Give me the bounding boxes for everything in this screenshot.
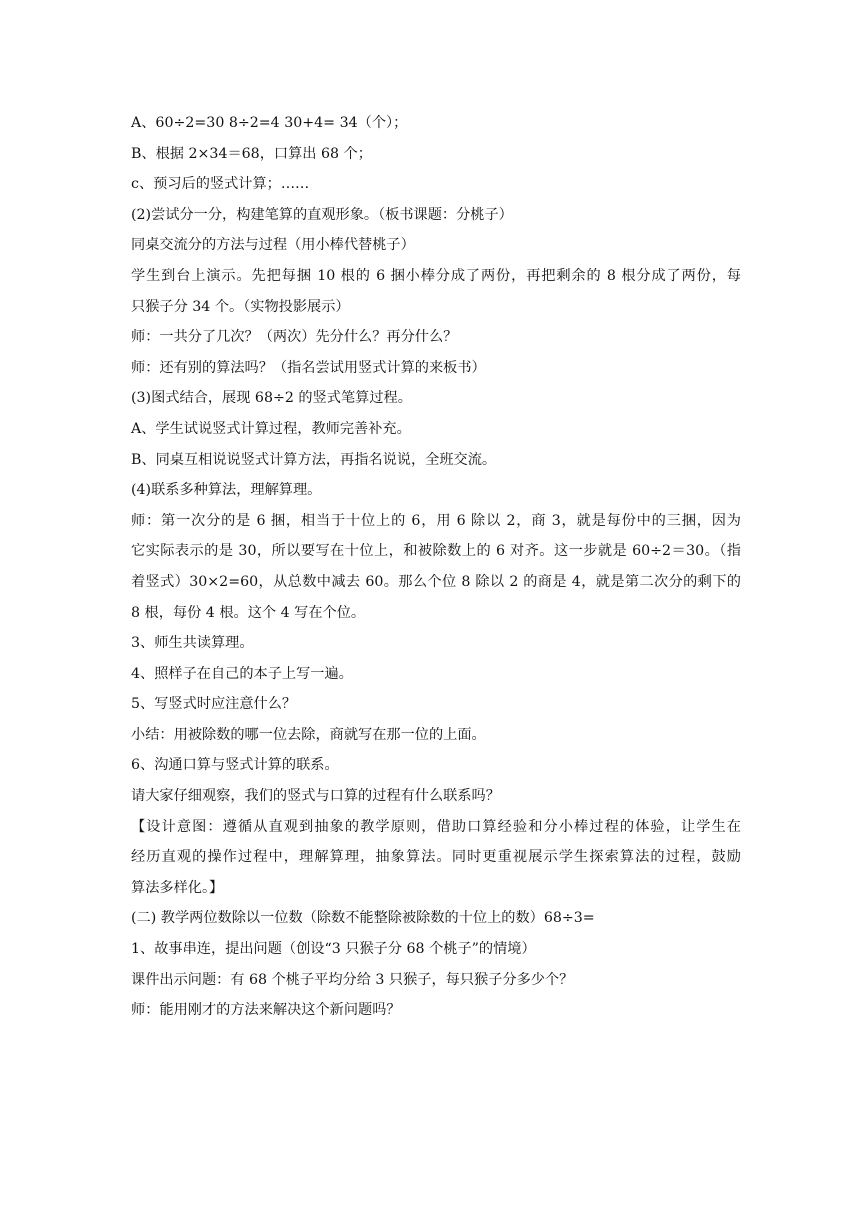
text-line-15: 它实际表示的是 30，所以要写在十位上，和被除数上的 6 对齐。这一步就是 60÷2＝30。（指 — [131, 543, 741, 560]
text-line-13: (4)联系多种算法，理解算理。 — [131, 482, 322, 499]
text-line-19: 4、照样子在自己的本子上写一遍。 — [131, 665, 353, 682]
text-line-18: 3、师生共读算理。 — [131, 635, 254, 652]
text-line-3: c、预习后的竖式计算；…… — [131, 176, 310, 193]
text-line-27: (二) 教学两位数除以一位数（除数不能整除被除数的十位上的数）68÷3= — [131, 910, 595, 927]
text-line-26: 算法多样化。】 — [131, 879, 224, 896]
text-line-25: 经历直观的操作过程中，理解算理，抽象算法。同时更重视展示学生探索算法的过程，鼓励 — [131, 849, 741, 866]
text-line-4: (2)尝试分一分，构建笔算的直观形象。（板书课题：分桃子） — [131, 206, 513, 223]
text-line-20: 5、写竖式时应注意什么？ — [131, 696, 297, 713]
text-line-1: A、60÷2=30 8÷2=4 30+4= 34（个）； — [131, 115, 408, 131]
text-line-24: 【设计意图：遵循从直观到抽象的教学原则，借助口算经验和分小棒过程的体验，让学生在 — [131, 818, 741, 835]
text-line-12: B、同桌互相说说竖式计算方法，再指名说说，全班交流。 — [131, 451, 497, 468]
text-line-29: 课件出示问题：有 68 个桃子平均分给 3 只猴子，每只猴子分多少个？ — [131, 971, 574, 988]
text-line-16: 着竖式）30×2=60，从总数中减去 60。那么个位 8 除以 2 的商是 4，就是第二次分的剩下的 — [131, 573, 741, 590]
text-line-9: 师：还有别的算法吗？（指名尝试用竖式计算的来板书） — [131, 359, 486, 376]
text-line-17: 8 根，每份 4 根。这个 4 写在个位。 — [131, 604, 366, 621]
text-line-23: 请大家仔细观察，我们的竖式与口算的过程有什么联系吗？ — [131, 788, 500, 805]
document-body — [131, 108, 741, 1026]
text-line-22: 6、沟通口算与竖式计算的联系。 — [131, 757, 339, 774]
text-line-30: 师：能用刚才的方法来解决这个新问题吗？ — [131, 1002, 401, 1019]
text-line-28: 1、故事串连，提出问题（创设“3 只猴子分 68 个桃子”的情境） — [131, 941, 536, 958]
text-line-2: B、根据 2×34＝68，口算出 68 个； — [131, 145, 372, 162]
text-line-5: 同桌交流分的方法与过程（用小棒代替桃子） — [131, 237, 415, 254]
text-line-21: 小结：用被除数的哪一位去除，商就写在那一位的上面。 — [131, 726, 486, 743]
text-line-14: 师：第一次分的是 6 捆，相当于十位上的 6，用 6 除以 2，商 3，就是每份中的三捆，因为 — [131, 512, 741, 529]
text-line-8: 师：一共分了几次？（两次）先分什么？再分什么？ — [131, 329, 458, 346]
text-line-10: (3)图式结合，展现 68÷2 的竖式笔算过程。 — [131, 390, 412, 407]
text-line-6: 学生到台上演示。先把每捆 10 根的 6 捆小棒分成了两份，再把剩余的 8 根分成了两份，每 — [131, 267, 741, 284]
text-line-11: A、学生试说竖式计算过程，教师完善补充。 — [131, 420, 411, 437]
text-line-7: 只猴子分 34 个。（实物投影展示） — [131, 298, 350, 315]
